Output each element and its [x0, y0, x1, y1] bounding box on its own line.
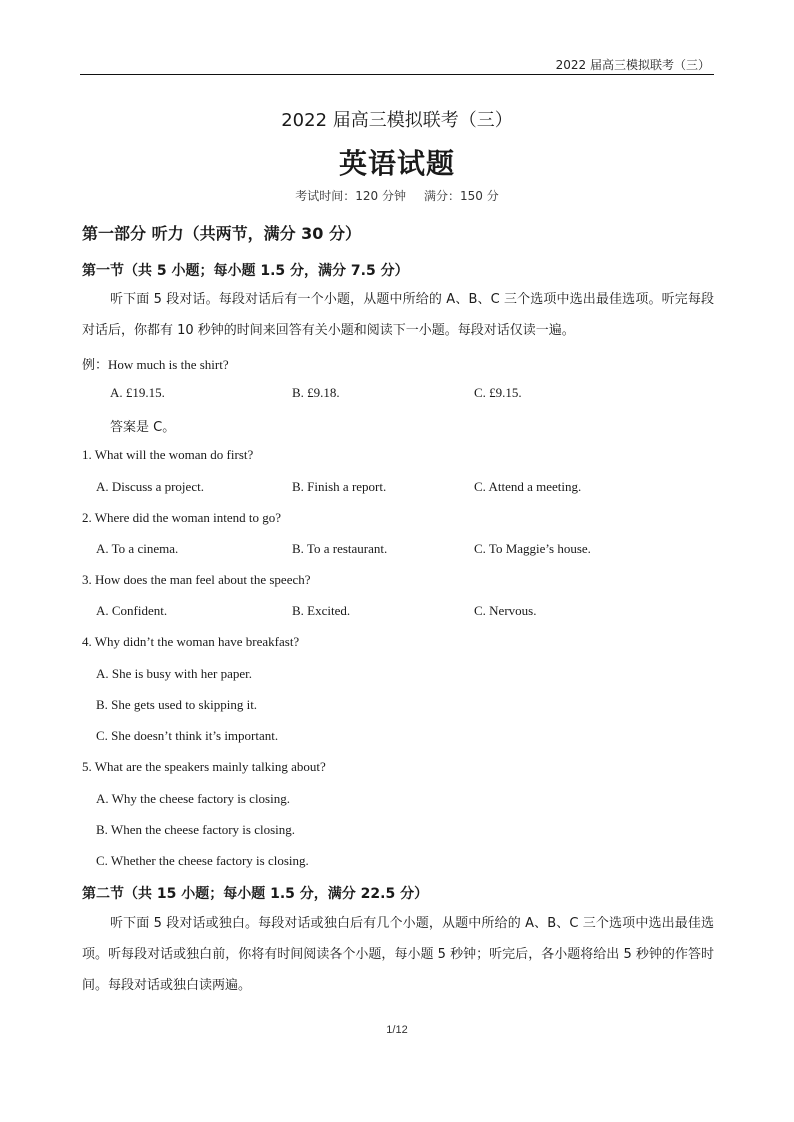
- q3-option-c: C. Nervous.: [474, 603, 537, 618]
- question-1: 1. What will the woman do first?: [82, 447, 254, 462]
- example-question: [82, 354, 229, 373]
- q2-option-b: B. To a restaurant.: [292, 541, 388, 556]
- section2-instructions: 听下面 5 段对话或独白。每段对话或独白后有几个小题，从题中所给的 A、B、C 三个选项中选出最佳选项。听每段对话或独白前，你将有时间阅读各个小题，每小题 5 秒钟；听完后，各小题将给出 5 秒钟的作答时间。每段对话或独白读两遍。: [82, 916, 714, 993]
- q3-option-a: A. Confident.: [96, 603, 168, 618]
- q1-option-c: C. Attend a meeting.: [474, 479, 582, 494]
- q5-option-a: A. Why the cheese factory is closing.: [96, 791, 290, 806]
- q4-option-c: C. She doesn’t think it’s important.: [96, 728, 279, 743]
- exam-time: 考试时间：120 分钟: [295, 189, 406, 203]
- question-4: 4. Why didn’t the woman have breakfast?: [82, 634, 300, 649]
- running-header: 2022 届高三模拟联考（三）: [555, 58, 710, 72]
- q1-option-a: A. Discuss a project.: [96, 479, 204, 494]
- question-5: 5. What are the speakers mainly talking about?: [82, 759, 326, 774]
- exam-title: 2022 届高三模拟联考（三）: [281, 110, 513, 131]
- section1-title: 第一节（共 5 小题；每小题 1.5 分，满分 7.5 分）: [82, 263, 409, 279]
- section1-instructions: 听下面 5 段对话。每段对话后有一个小题，从题中所给的 A、B、C 三个选项中选出最佳选项。听完每段对话后，你都有 10 秒钟的时间来回答有关小题和阅读下一小题。每段对话仅读一遍。: [82, 292, 714, 338]
- q5-option-b: B. When the cheese factory is closing.: [96, 822, 296, 837]
- q5-option-c: C. Whether the cheese factory is closing.: [96, 853, 309, 868]
- question-2: 2. Where did the woman intend to go?: [82, 510, 282, 525]
- exam-meta: [0, 187, 794, 204]
- example-prefix: 例：: [82, 358, 109, 373]
- part1-title: 第一部分 听力（共两节，满分 30 分）: [82, 224, 361, 243]
- q1-option-b: B. Finish a report.: [292, 479, 387, 494]
- page-number: 1/12: [386, 1024, 408, 1036]
- q2-option-a: A. To a cinema.: [96, 541, 179, 556]
- q2-option-c: C. To Maggie’s house.: [474, 541, 591, 556]
- example-option-c: C. £9.15.: [474, 385, 522, 400]
- q3-option-b: B. Excited.: [292, 603, 351, 618]
- example-answer: 答案是 C。: [110, 420, 176, 435]
- q4-option-b: B. She gets used to skipping it.: [96, 697, 258, 712]
- exam-score: 满分：150 分: [424, 189, 499, 203]
- question-3: 3. How does the man feel about the speech?: [82, 572, 311, 587]
- q4-option-a: A. She is busy with her paper.: [96, 666, 252, 681]
- subject-title: 英语试题: [338, 147, 455, 180]
- example-question-text: How much is the shirt?: [108, 357, 229, 372]
- header-rule: [80, 74, 714, 75]
- example-option-b: B. £9.18.: [292, 385, 340, 400]
- section2-title: 第二节（共 15 小题；每小题 1.5 分，满分 22.5 分）: [82, 886, 429, 902]
- example-option-a: A. £19.15.: [110, 385, 165, 400]
